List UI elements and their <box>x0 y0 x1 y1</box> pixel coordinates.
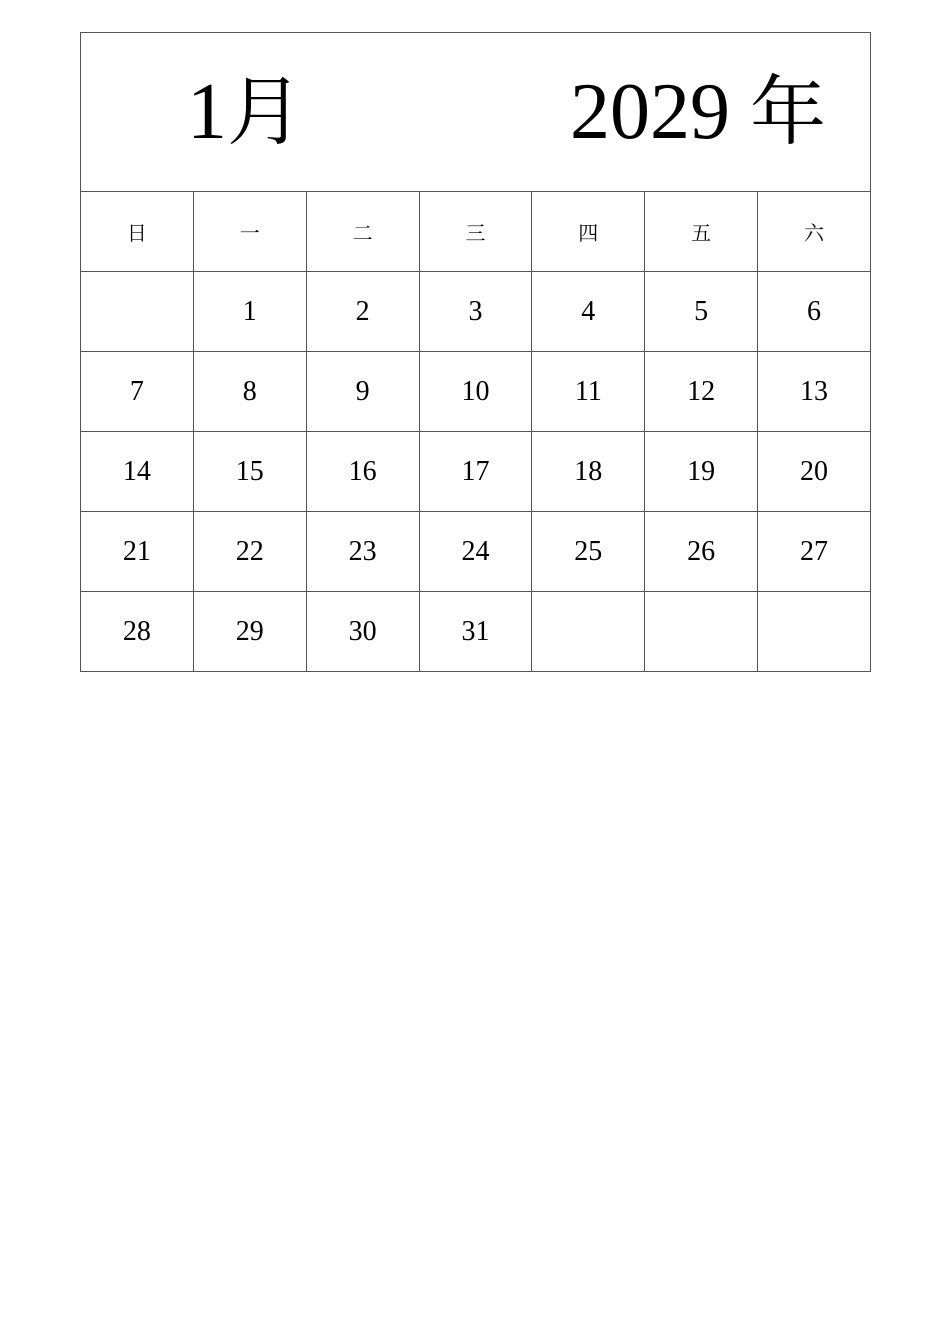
day-cell: 28 <box>81 592 194 672</box>
day-cell: 29 <box>193 592 306 672</box>
week-row-3 <box>81 432 871 512</box>
weekday-sunday: 日 <box>81 192 194 272</box>
day-cell: 12 <box>645 352 758 432</box>
day-cell: 3 <box>419 272 532 352</box>
day-cell: 4 <box>532 272 645 352</box>
weekday-tuesday: 二 <box>306 192 419 272</box>
year-label <box>570 67 826 157</box>
day-cell: 30 <box>306 592 419 672</box>
week-row-5 <box>81 592 871 672</box>
day-cell: 9 <box>306 352 419 432</box>
week-row-1 <box>81 272 871 352</box>
day-cell: 26 <box>645 512 758 592</box>
day-cell: 18 <box>532 432 645 512</box>
month-label <box>187 67 303 157</box>
day-cell: 27 <box>758 512 871 592</box>
month-number: 1 <box>187 68 227 156</box>
day-cell <box>645 592 758 672</box>
month-unit: 月 <box>227 67 303 156</box>
weekday-saturday: 六 <box>758 192 871 272</box>
day-cell: 7 <box>81 352 194 432</box>
week-row-2 <box>81 352 871 432</box>
day-cell: 1 <box>193 272 306 352</box>
day-cell: 15 <box>193 432 306 512</box>
weekday-monday: 一 <box>193 192 306 272</box>
day-cell: 13 <box>758 352 871 432</box>
calendar-header-row <box>81 33 871 192</box>
day-cell: 5 <box>645 272 758 352</box>
day-cell <box>532 592 645 672</box>
day-cell: 22 <box>193 512 306 592</box>
calendar-title <box>81 33 870 191</box>
day-cell: 11 <box>532 352 645 432</box>
day-cell: 2 <box>306 272 419 352</box>
calendar-table <box>80 32 871 672</box>
day-cell: 19 <box>645 432 758 512</box>
week-row-4 <box>81 512 871 592</box>
weekday-friday: 五 <box>645 192 758 272</box>
year-number: 2029 <box>570 68 730 156</box>
day-cell: 20 <box>758 432 871 512</box>
weekday-row <box>81 192 871 272</box>
day-cell: 8 <box>193 352 306 432</box>
day-cell <box>81 272 194 352</box>
weekday-thursday: 四 <box>532 192 645 272</box>
day-cell: 21 <box>81 512 194 592</box>
year-unit: 年 <box>750 67 826 156</box>
weekday-wednesday: 三 <box>419 192 532 272</box>
day-cell: 10 <box>419 352 532 432</box>
day-cell: 31 <box>419 592 532 672</box>
day-cell: 23 <box>306 512 419 592</box>
day-cell: 16 <box>306 432 419 512</box>
day-cell: 25 <box>532 512 645 592</box>
calendar-title-cell <box>81 33 871 192</box>
day-cell: 6 <box>758 272 871 352</box>
day-cell: 17 <box>419 432 532 512</box>
day-cell: 24 <box>419 512 532 592</box>
day-cell <box>758 592 871 672</box>
day-cell: 14 <box>81 432 194 512</box>
